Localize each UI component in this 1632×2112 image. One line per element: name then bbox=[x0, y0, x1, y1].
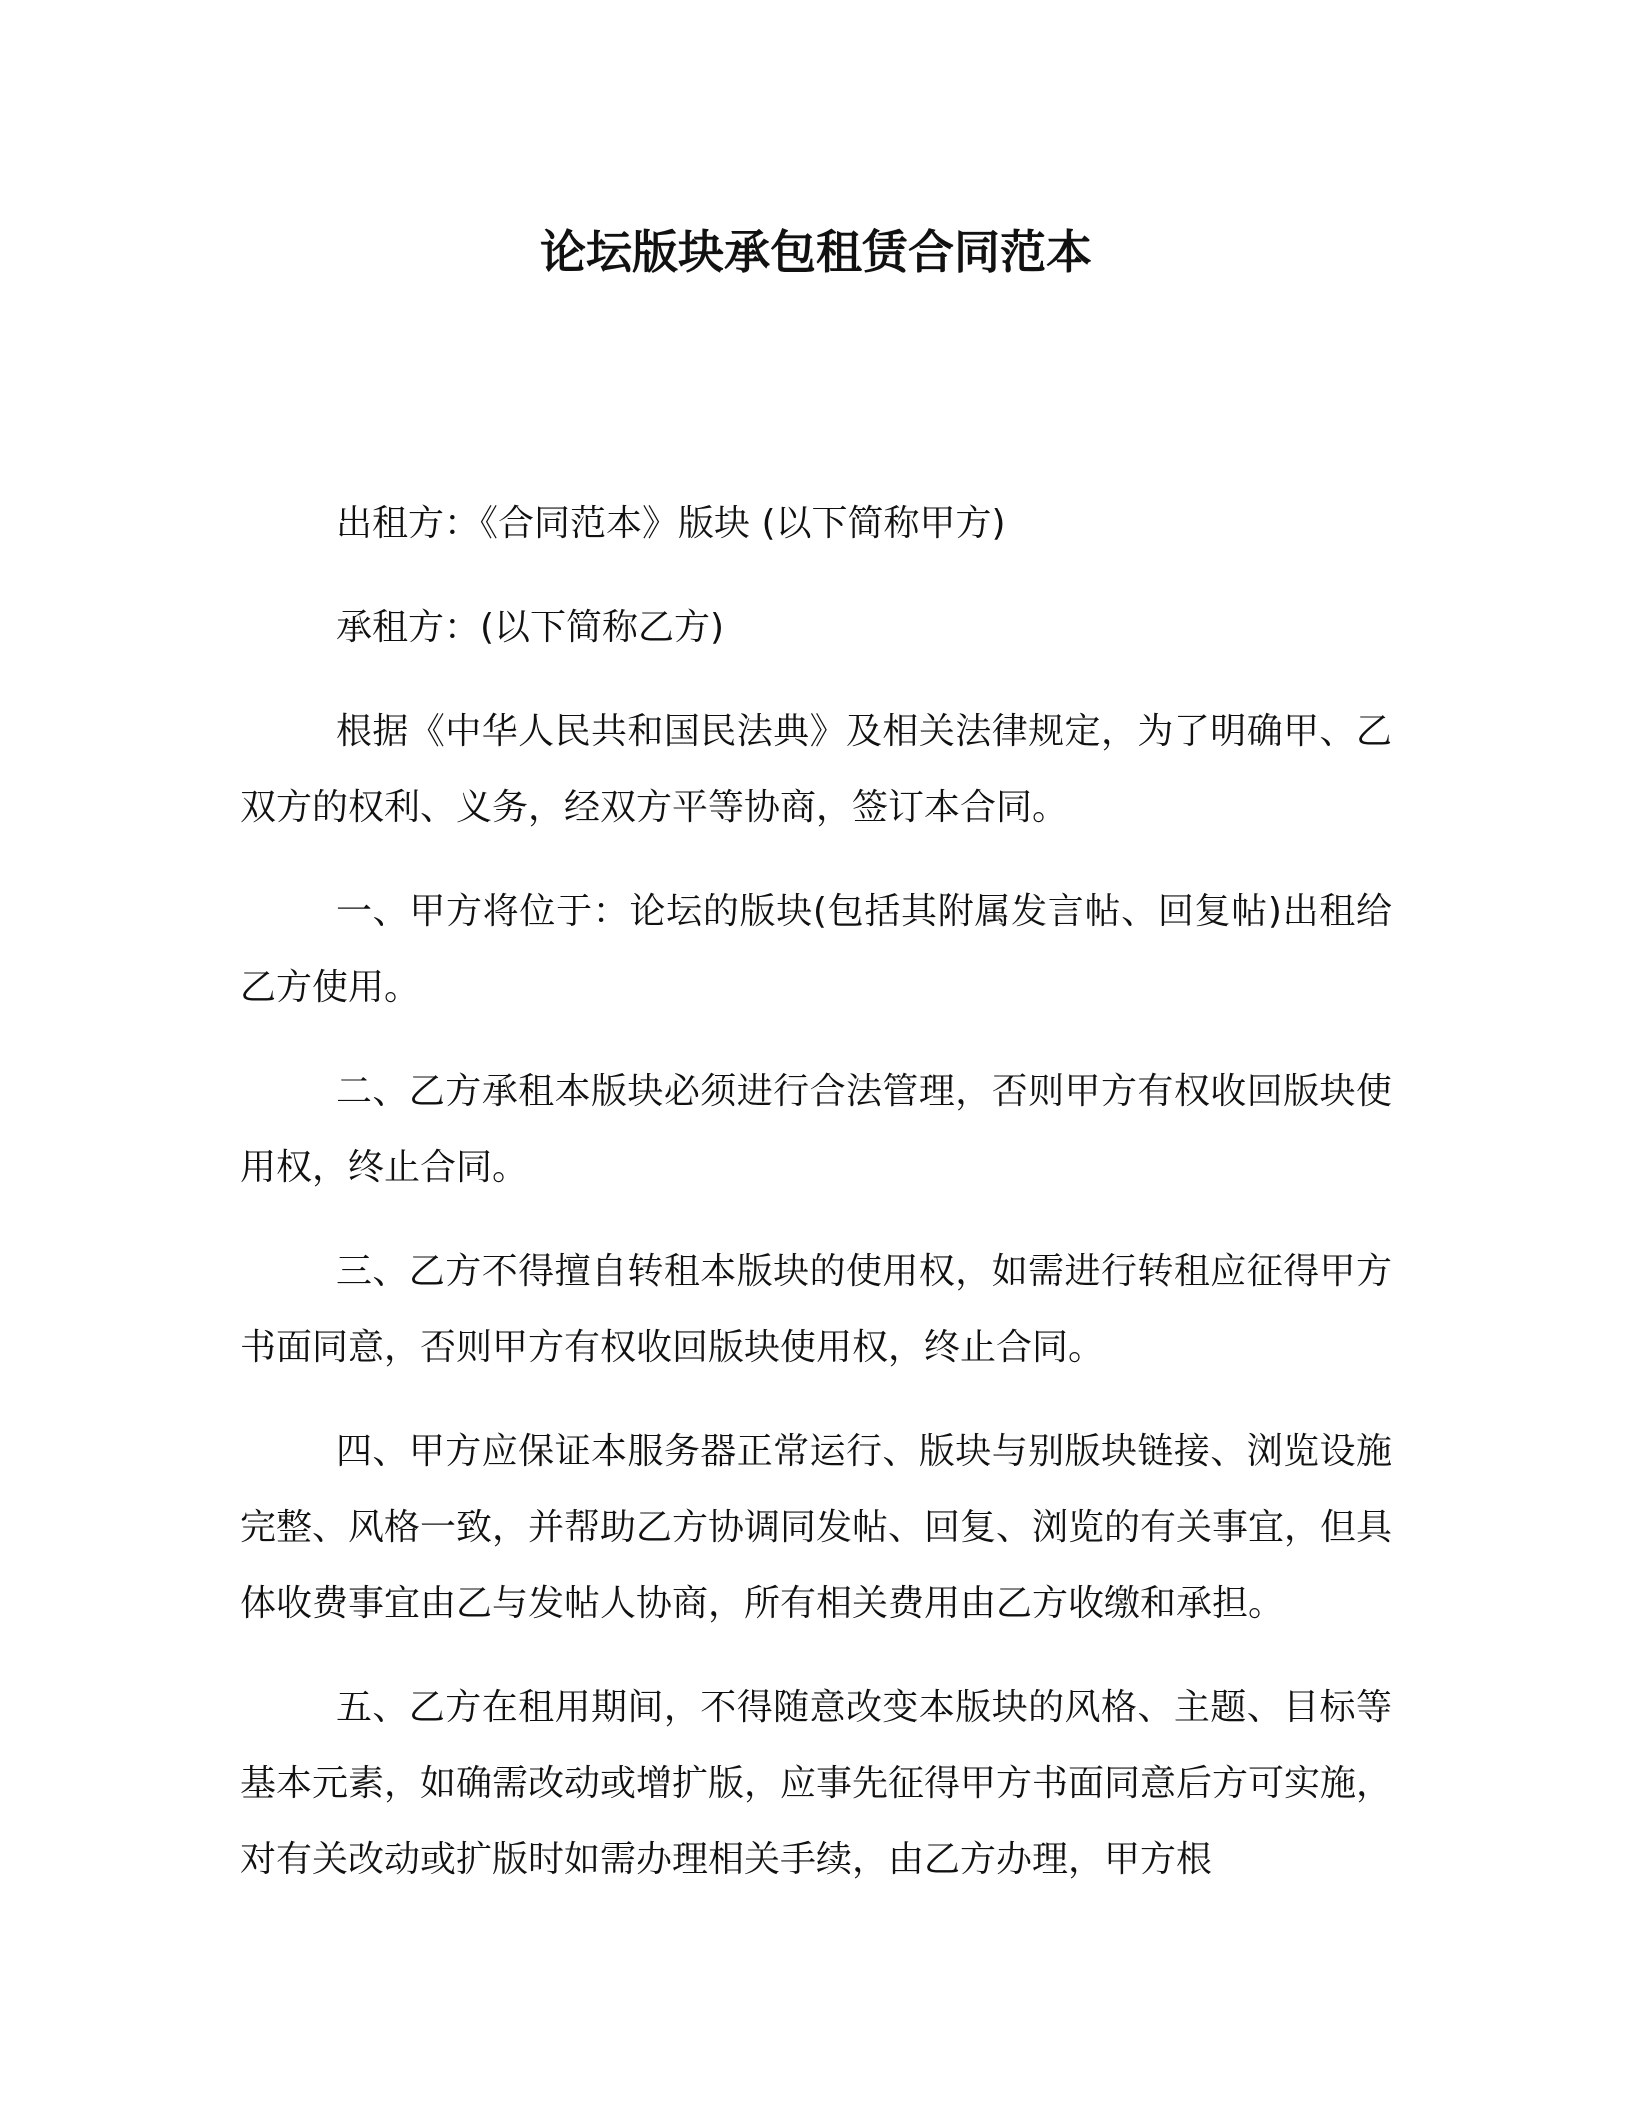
clause-3-paragraph: 三、乙方不得擅自转租本版块的使用权，如需进行转租应征得甲方书面同意，否则甲方有权收回版块使用权，终止合同。 bbox=[240, 1251, 1392, 1368]
clause-1-paragraph: 一、甲方将位于：论坛的版块(包括其附属发言帖、回复帖)出租给乙方使用。 bbox=[240, 891, 1392, 1008]
lessee-line: 承租方：(以下简称乙方) bbox=[336, 607, 725, 648]
clause-4-paragraph: 四、甲方应保证本服务器正常运行、版块与别版块链接、浏览设施完整、风格一致，并帮助乙方协调同发帖、回复、浏览的有关事宜，但具体收费事宜由乙与发帖人协商，所有相关费用由乙方收缴和承担。 bbox=[240, 1431, 1393, 1624]
document-title: 论坛版块承包租赁合同范本 bbox=[540, 225, 1092, 279]
document-body bbox=[240, 486, 1392, 1926]
clause-2-paragraph: 二、乙方承租本版块必须进行合法管理，否则甲方有权收回版块使用权，终止合同。 bbox=[240, 1071, 1392, 1188]
lessor-line: 出租方：《合同范本》版块 (以下简称甲方) bbox=[336, 503, 1006, 544]
clause-5-paragraph: 五、乙方在租用期间，不得随意改变本版块的风格、主题、目标等基本元素，如确需改动或增扩版，应事先征得甲方书面同意后方可实施，对有关改动或扩版时如需办理相关手续，由乙方办理，甲方根 bbox=[240, 1687, 1393, 1880]
preamble-paragraph: 根据《中华人民共和国民法典》及相关法律规定，为了明确甲、乙双方的权利、义务，经双方平等协商，签订本合同。 bbox=[240, 711, 1392, 828]
